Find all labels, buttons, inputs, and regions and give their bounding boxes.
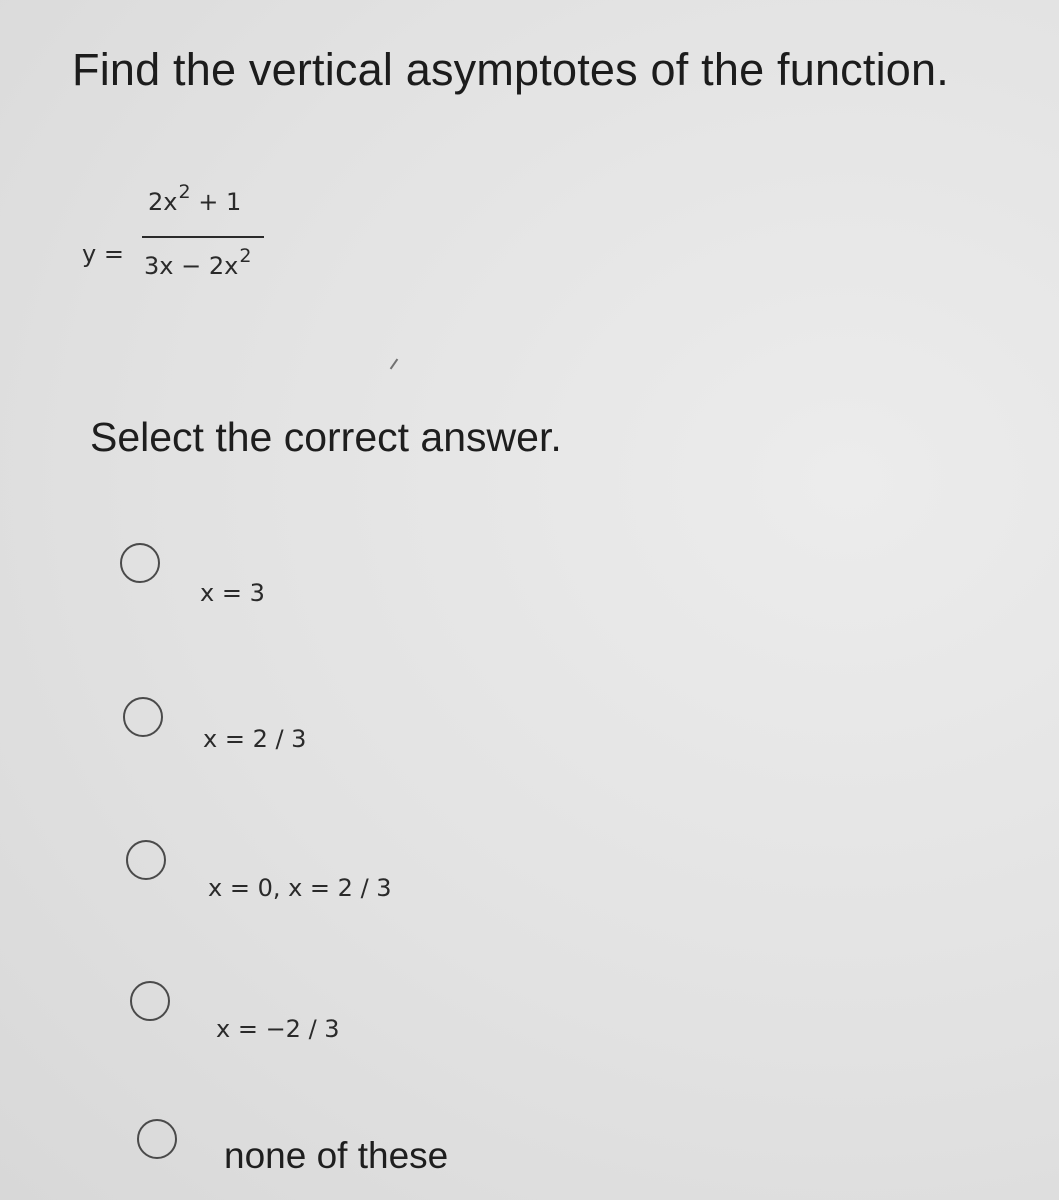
denominator-exponent: 2	[239, 245, 252, 267]
fraction-bar	[142, 236, 264, 238]
radio-button[interactable]	[123, 697, 163, 737]
formula-lhs: y =	[82, 240, 124, 268]
answer-option-label: x = 3	[200, 579, 265, 607]
numerator-rest: + 1	[190, 188, 242, 216]
numerator-exponent: 2	[178, 181, 191, 203]
stray-mark	[390, 359, 399, 370]
radio-button[interactable]	[120, 543, 160, 583]
radio-button[interactable]	[126, 840, 166, 880]
question-title: Find the vertical asymptotes of the function.	[72, 44, 949, 95]
numerator-base: 2x	[148, 188, 178, 216]
answer-option-label: x = 2 / 3	[203, 725, 307, 753]
answer-prompt: Select the correct answer.	[90, 414, 562, 460]
formula-numerator	[148, 181, 242, 216]
answer-option-label: none of these	[224, 1135, 449, 1176]
denominator-base: 3x − 2x	[144, 252, 239, 280]
answer-option-label: x = 0, x = 2 / 3	[208, 874, 392, 902]
answer-option-label: x = −2 / 3	[216, 1015, 340, 1043]
formula-denominator	[144, 245, 252, 280]
radio-button[interactable]	[130, 981, 170, 1021]
radio-button[interactable]	[137, 1119, 177, 1159]
